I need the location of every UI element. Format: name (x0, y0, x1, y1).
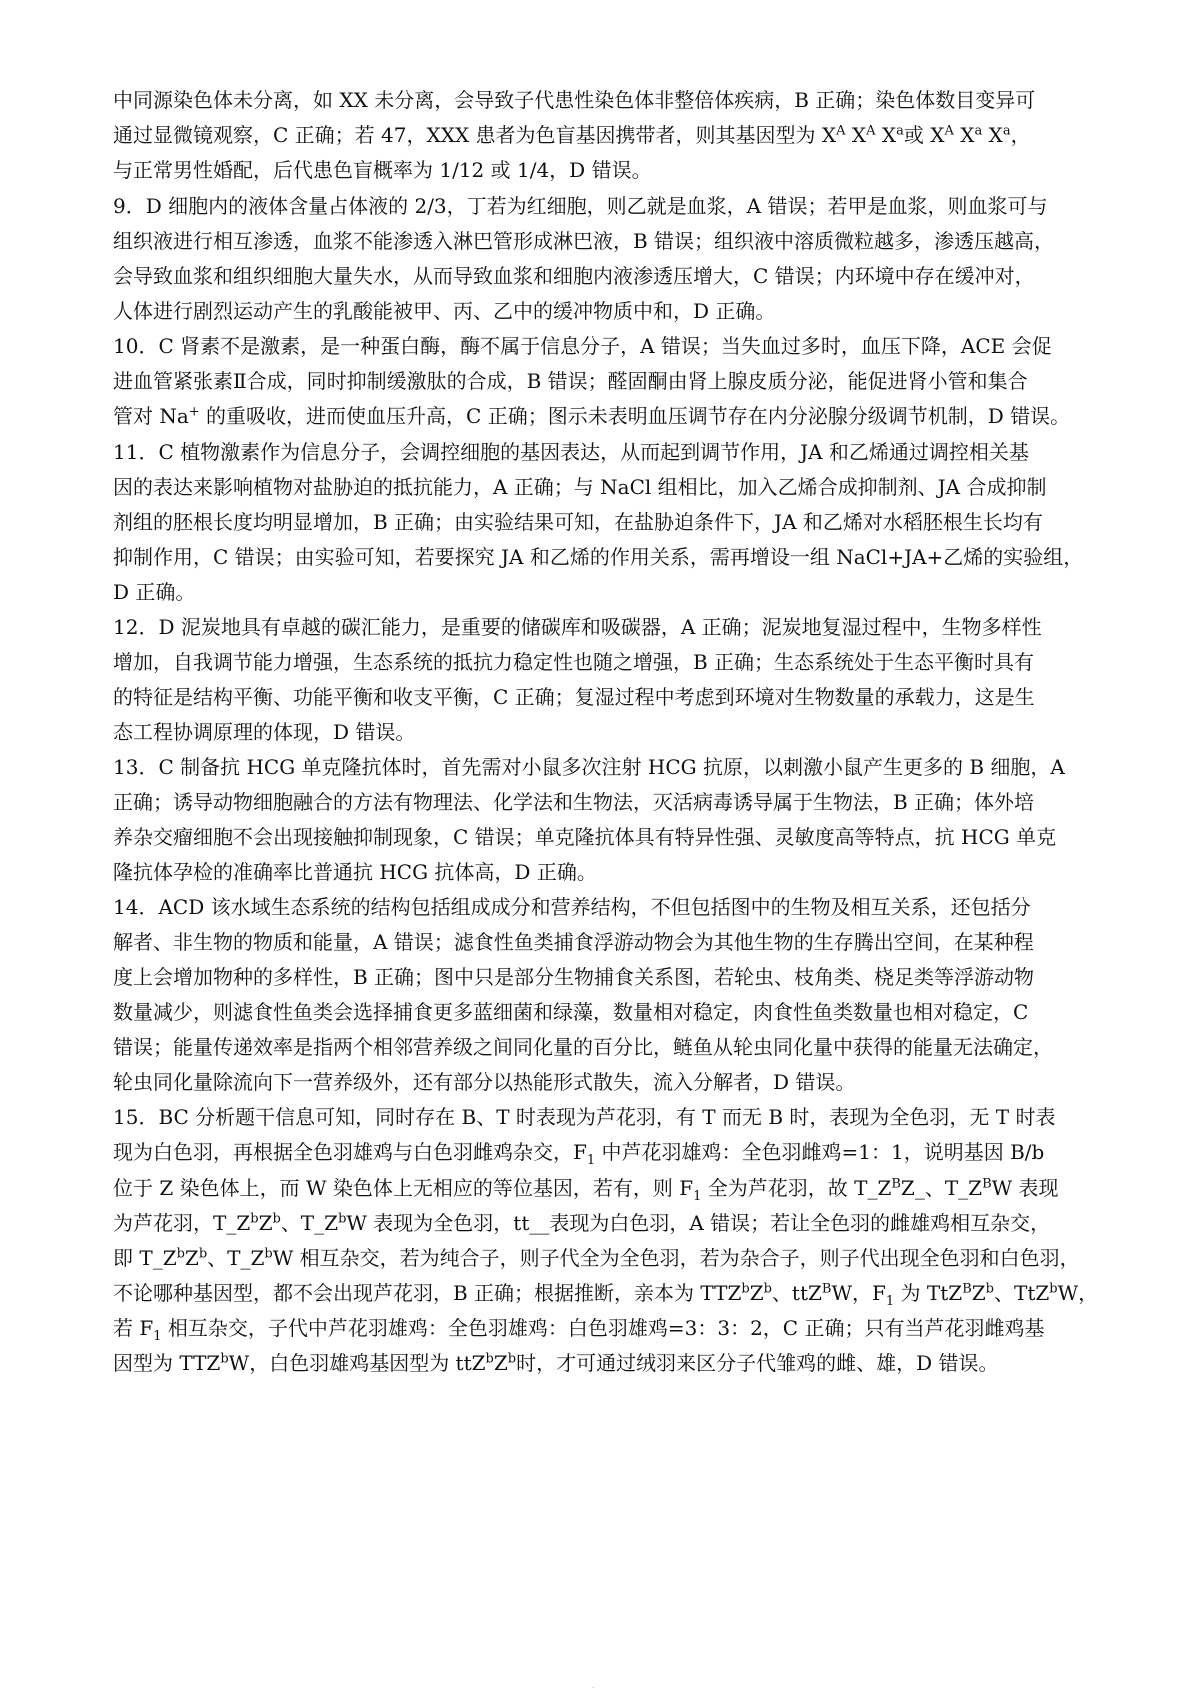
text-line: 9．D 细胞内的液体含量占体液的 2/3，丁若为红细胞，则乙就是血浆，A 错误；若甲是血浆，则血浆可与 (113, 194, 1048, 218)
text-line: 增加，自我调节能力增强，生态系统的抵抗力稳定性也随之增强，B 正确；生态系统处于生态平衡时具有 (113, 650, 1035, 674)
text-line: 即 $T\_Z^bZ^b$、$T\_Z^bW$ 相互杂交，若为纯合子，则子代全为全色羽，若为杂合子，则子代出现全色羽和白色羽， (113, 1246, 1080, 1270)
text-line: 12．D 泥炭地具有卓越的碳汇能力，是重要的储碳库和吸碳器，A 正确；泥炭地复湿过程中，生物多样性 (113, 615, 1042, 639)
text-line: 度上会增加物种的多样性，B 正确；图中只是部分生物捕食关系图，若轮虫、枝角类、桡足类等浮游动物 (113, 965, 1035, 989)
text-line: 15．BC 分析题干信息可知，同时存在 B、T 时表现为芦花羽，有 T 而无 B 时，表现为全色羽，无 T 时表 (113, 1105, 1056, 1129)
text-line: 态工程协调原理的体现，D 错误。 (113, 720, 416, 744)
text-line: 11．C 植物激素作为信息分子，会调控细胞的基因表达，从而起到调节作用，JA 和乙烯通过调控相关基 (113, 440, 1029, 464)
text-line: 位于 Z 染色体上，而 W 染色体上无相应的等位基因，若有，则 $F_1$ 全为芦花羽，故 $T\_Z^BZ\_$、$T\_Z^BW$ 表现 (113, 1176, 1059, 1200)
text-line: 轮虫同化量除流向下一营养级外，还有部分以热能形式散失，流入分解者，D 错误。 (113, 1070, 856, 1094)
text-line: D 正确。 (113, 580, 196, 604)
text-line: 抑制作用，C 错误；由实验可知，若要探究 JA 和乙烯的作用关系，需再增设一组 NaCl+JA+乙烯的实验组， (113, 545, 1084, 569)
text-line: 因的表达来影响植物对盐胁迫的抵抗能力，A 正确；与 NaCl 组相比，加入乙烯合成抑制剂、JA 合成抑制 (113, 475, 1047, 499)
text-line: 组织液进行相互渗透，血浆不能渗透入淋巴管形成淋巴液，B 错误；组织液中溶质微粒越多，渗透压越高， (113, 229, 1055, 253)
text-line: 现为白色羽，再根据全色羽雄鸡与白色羽雌鸡杂交，$F_1$ 中芦花羽雄鸡：全色羽雌鸡=1：1，说明基因 B/b (113, 1140, 1045, 1164)
text-line: 13．C 制备抗 HCG 单克隆抗体时，首先需对小鼠多次注射 HCG 抗原，以刺激小鼠产生更多的 B 细胞，A (113, 755, 1065, 779)
text-line: 为芦花羽，$T\_Z^bZ^b$、$T\_Z^bW$ 表现为全色羽，tt__表现为白色羽，A 错误；若让全色羽的雌雄鸡相互杂交， (113, 1211, 1051, 1235)
text-line: 的特征是结构平衡、功能平衡和收支平衡，C 正确；复湿过程中考虑到环境对生物数量的承载力，这是生 (113, 685, 1035, 709)
text-line: 正确；诱导动物细胞融合的方法有物理法、化学法和生物法，灭活病毒诱导属于生物法，B 正确；体外培 (113, 790, 1035, 814)
text-line: 人体进行剧烈运动产生的乳酸能被甲、丙、乙中的缓冲物质中和，D 正确。 (113, 299, 776, 323)
text-line: 错误；能量传递效率是指两个相邻营养级之间同化量的百分比，鲢鱼从轮虫同化量中获得的能量无法确定， (113, 1035, 1053, 1059)
text-line: 管对 Na+ 的重吸收，进而使血压升高，C 正确；图示未表明血压调节存在内分泌腺分级调节机制，D 错误。 (113, 404, 1071, 428)
text-line: 隆抗体孕检的准确率比普通抗 HCG 抗体高，D 正确。 (113, 860, 597, 884)
text-line: 进血管紧张素Ⅱ合成，同时抑制缓激肽的合成，B 错误；醛固酮由肾上腺皮质分泌，能促进肾小管和集合 (113, 369, 1028, 393)
text-line: 养杂交瘤细胞不会出现接触抑制现象，C 错误；单克隆抗体具有特异性强、灵敏度高等特点，抗 HCG 单克 (113, 825, 1057, 849)
text-line: 与正常男性婚配，后代患色盲概率为 1/12 或 1/4，D 错误。 (113, 158, 652, 182)
text-line: 通过显微镜观察，C 正确；若 47，XXX 患者为色盲基因携带者，则其基因型为 $X^A$ $X^A$ $X^a$或 $X^A$ $X^a$ $X^a$， (113, 123, 1031, 147)
text-line: 中同源染色体未分离，如 XX 未分离，会导致子代患性染色体非整倍体疾病，B 正确；染色体数目变异可 (113, 88, 1036, 112)
text-line: 会导致血浆和组织细胞大量失水，从而导致血浆和细胞内液渗透压增大，C 错误；内环境中存在缓冲对， (113, 264, 1035, 288)
text-line: 数量减少，则滤食性鱼类会选择捕食更多蓝细菌和绿藻，数量相对稳定，肉食性鱼类数量也相对稳定，C (113, 1000, 1029, 1024)
text-line: 14．ACD 该水域生态系统的结构包括组成成分和营养结构，不但包括图中的生物及相互关系，还包括分 (113, 895, 1031, 919)
text-line: 解者、非生物的物质和能量，A 错误；滤食性鱼类捕食浮游动物会为其他生物的生存腾出空间，在某种程 (113, 930, 1034, 954)
text-line: 若 $F_1$ 相互杂交，子代中芦花羽雄鸡：全色羽雄鸡：白色羽雄鸡=3：3：2，C 正确；只有当芦花羽雌鸡基 (113, 1316, 1045, 1340)
footer-dot: . (592, 1681, 595, 1690)
text-line: 因型为 TTZ$^b$W，白色羽雄鸡基因型为 $ttZ^bZ^b$时，才可通过绒羽来区分子代雏鸡的雌、雄，D 错误。 (113, 1351, 999, 1375)
text-line: 剂组的胚根长度均明显增加，B 正确；由实验结果可知，在盐胁迫条件下，JA 和乙烯对水稻胚根生长均有 (113, 510, 1043, 534)
text-line: 不论哪种基因型，都不会出现芦花羽，B 正确；根据推断，亲本为 $TTZ^bZ^b$、ttZ$^B$W，$F_1$ 为 $TtZ^BZ^b$、TtZ$^b$W， (113, 1281, 1099, 1305)
text-line: 10．C 肾素不是激素，是一种蛋白酶，酶不属于信息分子，A 错误；当失血过多时，血压下降，ACE 会促 (113, 334, 1052, 358)
